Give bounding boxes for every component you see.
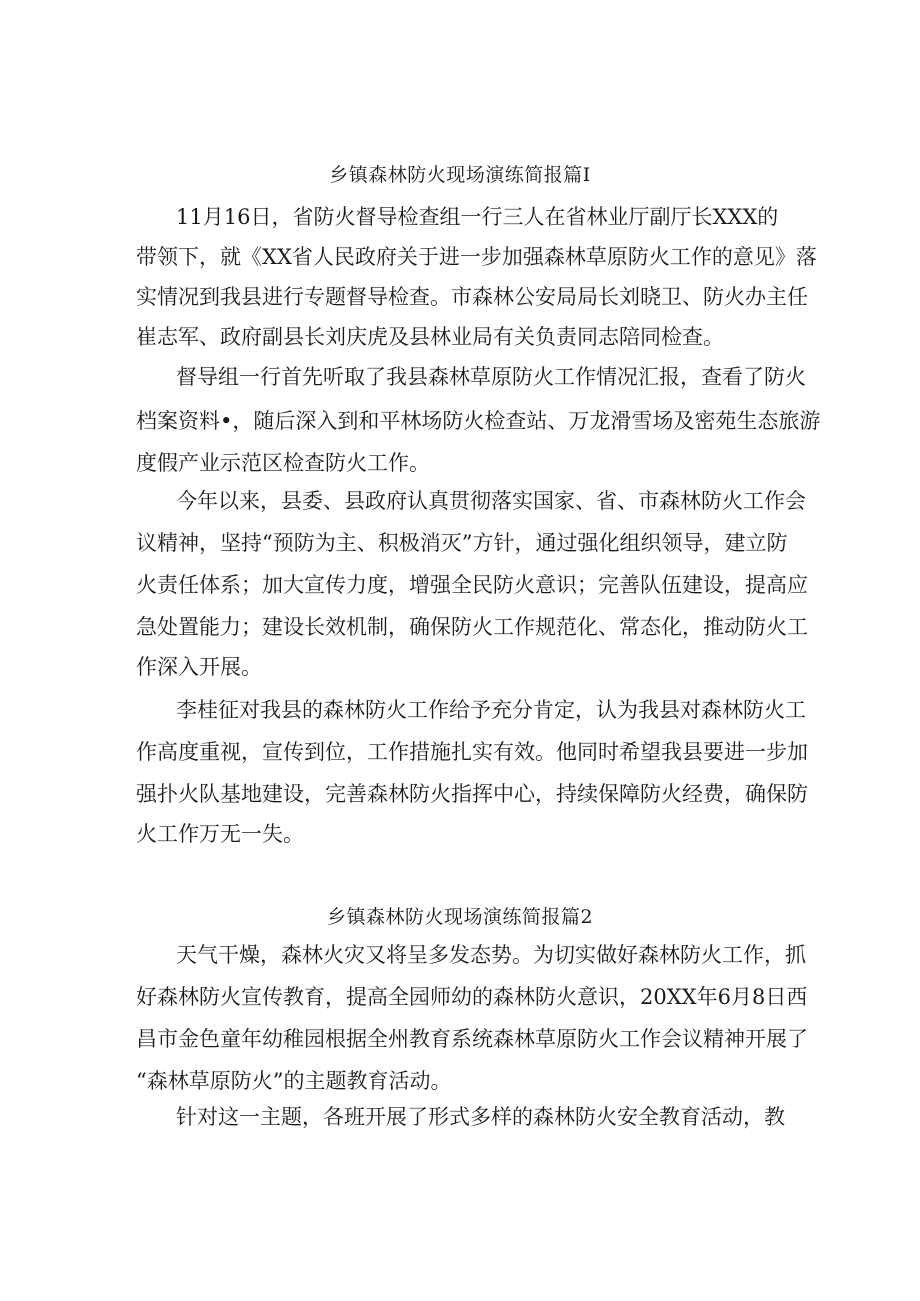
text-line: 实情况到我县进行专题督导检查。市森林公安局局长刘晓卫、防火办主任 [136,285,808,309]
section-1-paragraph-2 [136,362,821,475]
text-line: 今年以来，县委、县政府认真贯彻落实国家、省、市森林防火工作会 [176,489,806,513]
text-line: 督导组一行首先听取了我县森林草原防火工作情况汇报，查看了防火 [176,365,806,389]
text-line: 李桂征对我县的森林防火工作给予充分肯定，认为我县对森林防火工 [176,698,806,722]
section-2-paragraph-2 [136,1102,796,1142]
section-2-paragraph-1 [136,940,808,1100]
text-line: 作高度重视，宣传到位，工作措施扎实有效。他同时希望我县要进一步加 [136,740,808,764]
text-line: 度假产业示范区检查防火工作。 [136,451,430,475]
text-line: 昌市金色童年幼稚园根据全州教育系统森林草原防火工作会议精神开展了 [136,1027,808,1051]
text-line: 崔志军、政府副县长刘庆虎及县林业局有关负责同志陪同检查。 [136,325,724,349]
text-line: 火责任体系；加大宣传力度，增强全民防火意识；完善队伍建设，提高应 [136,573,808,597]
text-line: 作深入开展。 [136,655,262,679]
text-line: 急处置能力；建设长效机制，确保防火工作规范化、常态化，推动防火工 [136,615,808,639]
text-line: 档案资料•，随后深入到和平林场防火检查站、万龙滑雪场及密苑生态旅游 [136,409,821,433]
section-1-paragraph-3 [136,486,808,686]
text-line: 天气干燥，森林火灾又将呈多发态势。为切实做好森林防火工作，抓 [176,943,806,967]
text-line: 带领下，就《XX省人民政府关于进一步加强森林草原防火工作的意见》落 [136,245,817,269]
section-1-paragraph-1 [136,202,817,352]
text-line: 好森林防火宣传教育，提高全园师幼的森林防火意识，20XX年6月8日西 [136,985,808,1009]
text-line: “森林草原防火”的主题教育活动。 [136,1069,452,1093]
section-2-title: 乡镇森林防火现场演练简报篇2 [326,906,594,928]
text-line: 议精神，坚持“预防为主、积极消灭”方针，通过强化组织领导，建立防 [136,531,788,555]
section-1-paragraph-4 [136,695,808,855]
section-1-title: 乡镇森林防火现场演练简报篇I [329,164,591,186]
text-line: 火工作万无一失。 [136,822,304,846]
text-line: 强扑火队基地建设，完善森林防火指挥中心，持续保障防火经费，确保防 [136,782,808,806]
text-line: 11月16日，省防火督导检查组一行三人在省林业厅副厅长XXX的 [176,205,779,229]
text-line: 针对这一主题，各班开展了形式多样的森林防火安全教育活动，教 [176,1105,785,1129]
